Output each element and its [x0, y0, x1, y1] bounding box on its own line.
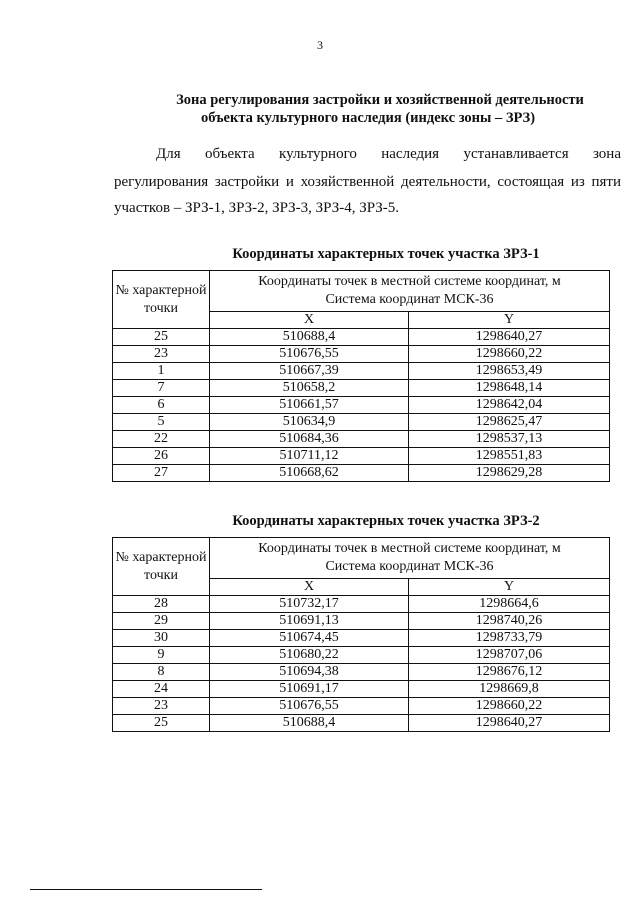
- section-heading-line-2: объекта культурного наследия (индекс зоны – ЗРЗ): [200, 110, 536, 126]
- table-row: [113, 596, 610, 613]
- y-coordinate-cell: 1298537,13: [409, 431, 610, 448]
- coordinates-table-body: [113, 596, 610, 732]
- y-coordinate-cell: 1298676,12: [409, 664, 610, 681]
- x-coordinate-cell: 510688,4: [210, 329, 409, 346]
- x-coordinate-cell: 510658,2: [210, 380, 409, 397]
- y-coordinate-cell: 1298640,27: [409, 715, 610, 732]
- paragraph-line-3: участков – ЗРЗ-1, ЗРЗ-2, ЗРЗ-3, ЗРЗ-4, ЗРЗ-5.: [114, 200, 400, 216]
- table-row: [113, 363, 610, 380]
- point-number-header: № характерной точки: [113, 271, 210, 329]
- point-number-cell: 27: [113, 465, 210, 482]
- table-caption-zrz-1: Координаты характерных точек участка ЗРЗ-1: [232, 246, 540, 262]
- table-row: [113, 664, 610, 681]
- footnote-divider: [30, 889, 262, 890]
- point-number-header: № характерной точки: [113, 538, 210, 596]
- point-number-cell: 23: [113, 346, 210, 363]
- paragraph-line-2: регулирования застройки и хозяйственной деятельности, состоящая из пяти: [114, 174, 621, 190]
- x-coordinate-cell: 510684,36: [210, 431, 409, 448]
- point-number-cell: 29: [113, 613, 210, 630]
- table-row: [113, 397, 610, 414]
- coordinates-table-zrz-2: [112, 537, 610, 732]
- x-coordinate-cell: 510661,57: [210, 397, 409, 414]
- point-number-cell: 8: [113, 664, 210, 681]
- point-number-cell: 1: [113, 363, 210, 380]
- table-caption-zrz-2: Координаты характерных точек участка ЗРЗ-2: [232, 513, 540, 529]
- x-coordinate-cell: 510634,9: [210, 414, 409, 431]
- table-row: [113, 681, 610, 698]
- section-heading: [0, 91, 640, 127]
- y-coordinate-cell: 1298664,6: [409, 596, 610, 613]
- x-coordinate-cell: 510694,38: [210, 664, 409, 681]
- coordinates-header-line-2: Система координат МСК-36: [325, 292, 494, 307]
- point-number-cell: 25: [113, 329, 210, 346]
- x-coordinate-cell: 510667,39: [210, 363, 409, 380]
- y-coordinate-cell: 1298653,49: [409, 363, 610, 380]
- y-coordinate-cell: 1298551,83: [409, 448, 610, 465]
- page-number: 3: [317, 38, 323, 52]
- x-column-header: X: [210, 312, 409, 329]
- section-heading-line-1: Зона регулирования застройки и хозяйственной деятельности: [176, 92, 584, 108]
- table-row: [113, 329, 610, 346]
- point-number-cell: 30: [113, 630, 210, 647]
- coordinates-header-line-1: Координаты точек в местной системе координат, м: [258, 541, 561, 556]
- table-row: [113, 613, 610, 630]
- coordinates-header: [210, 538, 610, 579]
- y-coordinate-cell: 1298660,22: [409, 698, 610, 715]
- table-row: [113, 630, 610, 647]
- point-number-cell: 9: [113, 647, 210, 664]
- y-column-header: Y: [409, 579, 610, 596]
- table-row: [113, 647, 610, 664]
- y-coordinate-cell: 1298640,27: [409, 329, 610, 346]
- x-coordinate-cell: 510674,45: [210, 630, 409, 647]
- point-number-cell: 24: [113, 681, 210, 698]
- x-coordinate-cell: 510668,62: [210, 465, 409, 482]
- point-number-cell: 26: [113, 448, 210, 465]
- coordinates-header-line-2: Система координат МСК-36: [325, 559, 494, 574]
- y-coordinate-cell: 1298669,8: [409, 681, 610, 698]
- y-coordinate-cell: 1298629,28: [409, 465, 610, 482]
- table-row: [113, 715, 610, 732]
- paragraph-line-1: Для объекта культурного наследия устанавливается зона: [156, 146, 621, 162]
- x-coordinate-cell: 510691,13: [210, 613, 409, 630]
- point-number-cell: 5: [113, 414, 210, 431]
- table-row: [113, 414, 610, 431]
- point-number-cell: 6: [113, 397, 210, 414]
- y-coordinate-cell: 1298740,26: [409, 613, 610, 630]
- table-row: [113, 448, 610, 465]
- point-number-cell: 23: [113, 698, 210, 715]
- x-column-header: X: [210, 579, 409, 596]
- y-column-header: Y: [409, 312, 610, 329]
- coordinates-table-zrz-1: [112, 270, 610, 482]
- point-number-cell: 25: [113, 715, 210, 732]
- y-coordinate-cell: 1298733,79: [409, 630, 610, 647]
- y-coordinate-cell: 1298625,47: [409, 414, 610, 431]
- y-coordinate-cell: 1298648,14: [409, 380, 610, 397]
- x-coordinate-cell: 510691,17: [210, 681, 409, 698]
- y-coordinate-cell: 1298642,04: [409, 397, 610, 414]
- x-coordinate-cell: 510688,4: [210, 715, 409, 732]
- x-coordinate-cell: 510676,55: [210, 346, 409, 363]
- table-row: [113, 380, 610, 397]
- coordinates-header-line-1: Координаты точек в местной системе координат, м: [258, 274, 561, 289]
- point-number-cell: 22: [113, 431, 210, 448]
- table-row: [113, 698, 610, 715]
- x-coordinate-cell: 510676,55: [210, 698, 409, 715]
- y-coordinate-cell: 1298707,06: [409, 647, 610, 664]
- x-coordinate-cell: 510680,22: [210, 647, 409, 664]
- coordinates-table-body: [113, 329, 610, 482]
- coordinates-header: [210, 271, 610, 312]
- x-coordinate-cell: 510711,12: [210, 448, 409, 465]
- y-coordinate-cell: 1298660,22: [409, 346, 610, 363]
- table-row: [113, 465, 610, 482]
- point-number-cell: 28: [113, 596, 210, 613]
- point-number-cell: 7: [113, 380, 210, 397]
- x-coordinate-cell: 510732,17: [210, 596, 409, 613]
- table-row: [113, 346, 610, 363]
- table-row: [113, 431, 610, 448]
